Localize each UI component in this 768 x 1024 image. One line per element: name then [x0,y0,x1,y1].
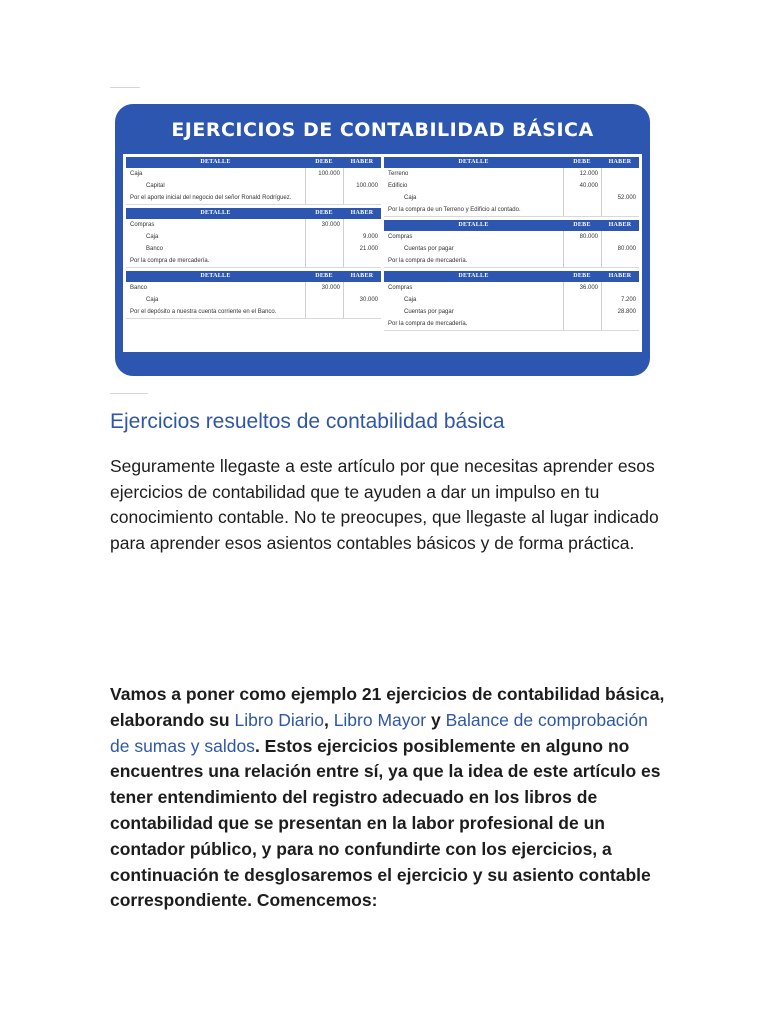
right-column [384,157,639,349]
entry-note [384,204,639,216]
entry-rows [126,282,381,319]
note-credit-cell [601,204,639,216]
account-name: Cuentas por pagar [404,246,454,252]
debit-value [305,243,343,255]
table-row [384,168,639,180]
account-name: Capital [146,183,165,189]
credit-value: 80.000 [601,243,639,255]
table-row [384,294,639,306]
credit-value [601,282,639,294]
account-name: Compras [388,285,413,291]
debit-value [563,306,601,318]
note-debit-cell [563,204,601,216]
entry-note [126,255,381,267]
detalle-header: DETALLE [200,273,231,279]
examples-paragraph [110,682,670,914]
entry-rows [126,168,381,205]
note-text: Por la compra de un Terreno y Edificio al contado. [388,207,521,213]
account-name: Terreno [388,171,409,177]
account-name: Caja [404,195,417,201]
account-name: Edificio [388,183,408,189]
debit-value: 36.000 [563,282,601,294]
account-name: Caja [404,297,417,303]
credit-value [343,282,381,294]
table-row [126,294,381,306]
libro-mayor-link[interactable]: Libro Mayor [333,709,427,730]
debit-value [305,294,343,306]
note-credit-cell [343,192,381,204]
paragraph-text: Vamos a poner como ejemplo 21 ejercicios de contabilidad básica, elaborando su [110,684,665,730]
credit-value [601,180,639,192]
account-name: Banco [130,285,148,291]
journal-entry [126,157,381,205]
haber-header: HABER [608,273,632,279]
credit-value [601,168,639,180]
note-credit-cell [601,318,639,330]
note-text: Por el depósito a nuestra cuenta corriente en el Banco. [130,309,277,315]
credit-value [601,231,639,243]
debe-header: DEBE [315,159,333,165]
note-text: Por la compra de mercadería. [388,258,468,264]
credit-value: 100.000 [343,180,381,192]
debit-value: 100.000 [305,168,343,180]
haber-header: HABER [350,210,374,216]
banner-title: EJERCICIOS DE CONTABILIDAD BÁSICA [171,119,594,141]
note-debit-cell [563,318,601,330]
balance-comprobacion-link[interactable]: Balance de comprobación de sumas y saldos [110,709,648,756]
table-header [384,271,639,282]
note-debit-cell [305,192,343,204]
debit-value [563,294,601,306]
haber-header: HABER [608,222,632,228]
table-row [126,282,381,294]
detalle-header: DETALLE [200,159,231,165]
entry-note [384,318,639,330]
debe-header: DEBE [573,273,591,279]
journal-entries-grid [123,154,642,352]
credit-value: 28.800 [601,306,639,318]
debe-header: DEBE [573,222,591,228]
table-header [126,271,381,282]
credit-value: 30.000 [343,294,381,306]
debit-value: 80.000 [563,231,601,243]
note-credit-cell [601,255,639,267]
entry-rows [384,282,639,331]
debe-header: DEBE [315,210,333,216]
debit-value [563,243,601,255]
table-row [384,231,639,243]
table-row [384,282,639,294]
note-text: Por la compra de mercadería. [130,258,210,264]
table-row [126,168,381,180]
table-row [126,243,381,255]
journal-entry [384,271,639,331]
detalle-header: DETALLE [200,210,231,216]
debit-value [305,180,343,192]
table-row [384,243,639,255]
debe-header: DEBE [315,273,333,279]
credit-value [343,168,381,180]
table-header [126,157,381,168]
haber-header: HABER [350,273,374,279]
table-row [384,180,639,192]
left-column [126,157,381,349]
entry-note [126,192,381,204]
debit-value: 30.000 [305,219,343,231]
table-row [384,306,639,318]
note-credit-cell [343,306,381,318]
separator-text: y [426,709,446,730]
credit-value: 7.200 [601,294,639,306]
note-debit-cell [305,255,343,267]
account-name: Compras [130,222,155,228]
debe-header: DEBE [573,159,591,165]
debit-value: 30.000 [305,282,343,294]
note-text: Por la compra de mercadería. [388,321,468,327]
article-heading: Ejercicios resueltos de contabilidad básica [110,410,505,433]
note-debit-cell [563,255,601,267]
credit-value [343,219,381,231]
account-name: Cuentas por pagar [404,309,454,315]
debit-value [305,231,343,243]
table-row [126,231,381,243]
debit-value [563,192,601,204]
journal-entry [126,271,381,319]
table-header [384,157,639,168]
detalle-header: DETALLE [458,159,489,165]
table-row [126,219,381,231]
credit-value: 9.000 [343,231,381,243]
detalle-header: DETALLE [458,273,489,279]
entry-rows [384,168,639,217]
journal-entry [384,220,639,268]
note-text: Por el aporte inicial del negocio del señor Ronald Rodríguez. [130,195,292,201]
intro-paragraph: Seguramente llegaste a este artículo por que necesitas aprender esos ejercicios de contabilidad que te ayuden a dar un impulso en tu conocimiento contable. No te preocupes, que llegaste al lugar indicado para aprender esos asientos contables básicos y de forma práctica. [110,456,659,553]
entry-note [126,306,381,318]
debit-value: 40.000 [563,180,601,192]
divider [110,393,148,394]
table-header [384,220,639,231]
journal-entry [384,157,639,217]
debit-value: 12.000 [563,168,601,180]
note-debit-cell [305,306,343,318]
haber-header: HABER [608,159,632,165]
haber-header: HABER [350,159,374,165]
credit-value: 52.000 [601,192,639,204]
account-name: Caja [146,297,159,303]
detalle-header: DETALLE [458,222,489,228]
entry-note [384,255,639,267]
paragraph-text: . Estos ejercicios posiblemente en alguno no encuentres una relación entre sí, ya que la idea de este artículo es tener entendimiento del registro adecuado en los libros de contabilidad que se presentan en la labor profesional de un contador público, y para no confundirte con los ejercicios, a continuación te desglosaremos el ejercicio y su asiento contable correspondiente. Comencemos: [110,735,661,911]
accounting-exercises-banner [115,104,650,376]
table-row [126,180,381,192]
table-row [384,192,639,204]
table-header [126,208,381,219]
divider [110,87,140,88]
entry-rows [126,219,381,268]
account-name: Caja [130,171,143,177]
account-name: Caja [146,234,159,240]
account-name: Compras [388,234,413,240]
separator-text: , [323,709,334,730]
note-credit-cell [343,255,381,267]
credit-value: 21.000 [343,243,381,255]
libro-diario-link[interactable]: Libro Diario [234,709,324,730]
account-name: Banco [146,246,164,252]
journal-entry [126,208,381,268]
entry-rows [384,231,639,268]
